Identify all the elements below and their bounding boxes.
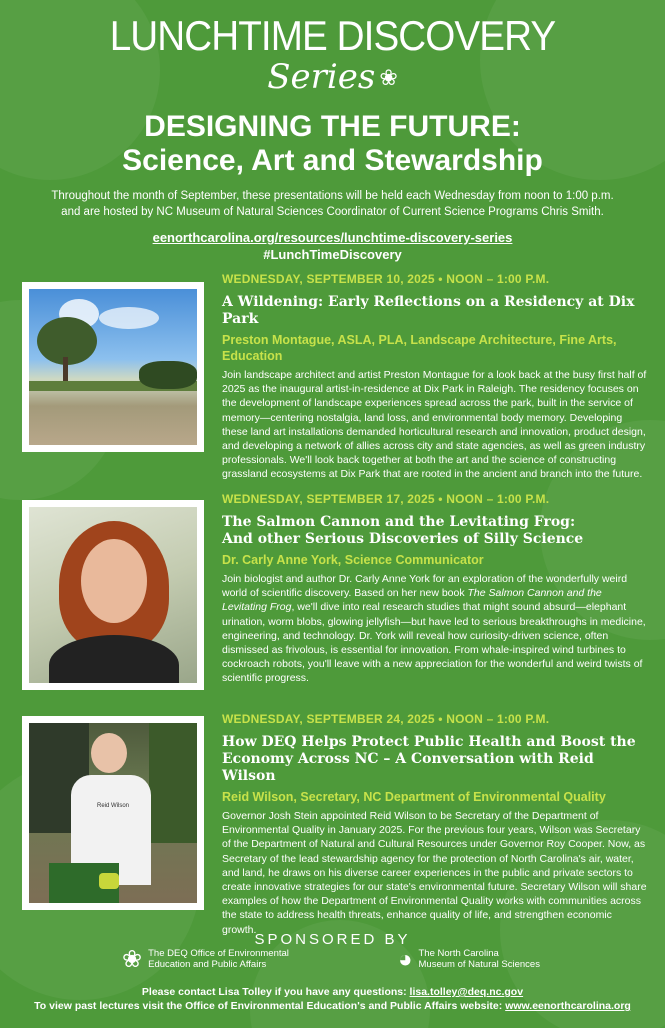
past-lectures-text: To view past lectures visit the Office of Environmental Education's and Public Affairs website: xyxy=(34,1000,506,1012)
deq-logo xyxy=(122,945,289,973)
theme-line-1: DESIGNING THE FUTURE: xyxy=(144,110,521,143)
event-speaker: Preston Montague, ASLA, PLA, Landscape Architecture, Fine Arts, Education xyxy=(222,333,617,363)
event-date: WEDNESDAY, SEPTEMBER 24, 2025 • NOON – 1:00 P.M. xyxy=(222,712,550,726)
theme-title xyxy=(0,110,665,178)
series-word: Series xyxy=(267,57,376,97)
museum-name-line-2: Museum of Natural Sciences xyxy=(418,959,540,970)
event-1-details xyxy=(222,272,647,482)
header xyxy=(0,0,665,262)
museum-name-line-1: The North Carolina xyxy=(418,948,499,959)
event-description: Governor Josh Stein appointed Reid Wilson to be Secretary of the Department of Environmental Quality in January 2025. For the previous four years, Wilson was Secretary of the Department of Natural and Cultural Resources under Governor Roy Cooper. Now, as Secretary of the lead stewardship agency for the protection of North Carolina's air, water, and land, he draws on his diverse career experiences in the public and private sectors to create innovative strategies for our state's environmental future. Secretary Wilson will share examples of how the Department of Environmental Quality works with communities across the state to address health threats, enhance quality of life, and strengthen economic growth. xyxy=(222,810,647,936)
event-2 xyxy=(22,492,652,707)
deq-name xyxy=(148,948,289,970)
contact-text: Please contact Lisa Tolley if you have any questions: xyxy=(141,986,410,998)
park-landscape-image xyxy=(29,289,197,445)
museum-logo-icon: ◕ xyxy=(398,945,413,973)
series-title: LUNCHTIME DISCOVERY xyxy=(109,12,556,59)
event-speaker: Reid Wilson, Secretary, NC Department of Environmental Quality xyxy=(222,790,606,804)
event-date: WEDNESDAY, SEPTEMBER 17, 2025 • NOON – 1:00 P.M. xyxy=(222,492,550,506)
event-title xyxy=(222,514,647,548)
book-title: The Salmon Cannon and the Levitating Frog xyxy=(222,587,602,614)
event-title-line-1: How DEQ Helps Protect Public Health and Boost the xyxy=(222,734,636,750)
sponsored-by-heading: SPONSORED BY xyxy=(254,931,411,948)
intro-line-2: and are hosted by NC Museum of Natural Sciences Coordinator of Current Science Programs Chris Smith. xyxy=(61,206,604,218)
event-3-details xyxy=(222,712,647,937)
contact-email-link[interactable]: lisa.tolley@deq.nc.gov xyxy=(409,986,524,998)
speaker-portrait-image xyxy=(29,507,197,683)
event-date: WEDNESDAY, SEPTEMBER 10, 2025 • NOON – 1:00 P.M. xyxy=(222,272,550,286)
hashtag: #LunchTimeDiscovery xyxy=(263,247,402,262)
series-link[interactable]: eenorthcarolina.org/resources/lunchtime-discovery-series xyxy=(152,230,513,245)
deq-name-line-1: The DEQ Office of Environmental xyxy=(148,948,289,959)
event-2-details xyxy=(222,492,647,686)
event-1 xyxy=(22,272,652,487)
museum-logo xyxy=(398,945,540,973)
series-script xyxy=(0,58,665,98)
deq-name-line-2: Education and Public Affairs xyxy=(148,959,267,970)
event-3-photo xyxy=(22,716,204,910)
event-title xyxy=(222,734,647,785)
event-2-photo xyxy=(22,500,204,690)
event-description: Join landscape architect and artist Preston Montague for a look back at the busy first half of 2025 as the inaugural artist-in-residence at Dix Park in Raleigh. The residency focuses on the development of landscape experiences spread across the park, built in the service of memory—centering nostalgia, land loss, and environmental body memory. Developing these land art installations demanded horticultural research and innovation, product design, and developing a network of allies across city and state agencies, as well as green industry professionals. We'll look back together at both the art and the science of constructing grassland ecosystems at Dix Park that are rooted in the ancient and branch into the future. xyxy=(222,369,647,481)
event-speaker: Dr. Carly Anne York, Science Communicator xyxy=(222,553,484,567)
footer xyxy=(0,985,665,1013)
fern-icon: ❀ xyxy=(379,66,398,91)
speaker-gardening-image xyxy=(29,723,197,903)
event-3 xyxy=(22,712,652,936)
website-link[interactable]: www.eenorthcarolina.org xyxy=(505,1000,631,1012)
museum-name xyxy=(419,948,540,970)
event-1-photo xyxy=(22,282,204,452)
event-title: A Wildening: Early Reflections on a Residency at Dix Park xyxy=(222,294,635,327)
intro-line-1: Throughout the month of September, these presentations will be held each Wednesday from noon to 1:00 p.m. xyxy=(51,190,614,202)
deq-leaf-icon: ❀ xyxy=(122,945,143,973)
shirt-text: Reid Wilson xyxy=(97,803,130,809)
event-title-line-2: And other Serious Discoveries of Silly Science xyxy=(222,531,584,547)
event-description xyxy=(222,572,647,686)
event-description-part-b: , we'll dive into real research studies that might sound absurd—elephant urination, worm blobs, glowing jellyfish—but have led to serious breakthroughs in medicine, engineering, and technology. Dr. York will reveal how curiosity-driven science, often dismissed as frivolous, is essential for innovation. From whale-inspired wind turbines to cockroach robots, you'll leave with a new appreciation for the wonderful and weird twists of scientific progress. xyxy=(222,601,646,685)
event-title-line-1: The Salmon Cannon and the Levitating Frog: xyxy=(222,514,576,530)
event-title-line-2: Economy Across NC – A Conversation with Reid Wilson xyxy=(222,751,594,784)
theme-line-2: Science, Art and Stewardship xyxy=(122,144,543,177)
intro-text xyxy=(0,188,665,220)
past-lectures-line xyxy=(0,999,665,1013)
contact-line xyxy=(0,985,665,999)
event-description-part-a: Join biologist and author Dr. Carly Anne York for an exploration of the wonderfully weird world of scientific discovery. Based on her new book xyxy=(222,573,628,600)
